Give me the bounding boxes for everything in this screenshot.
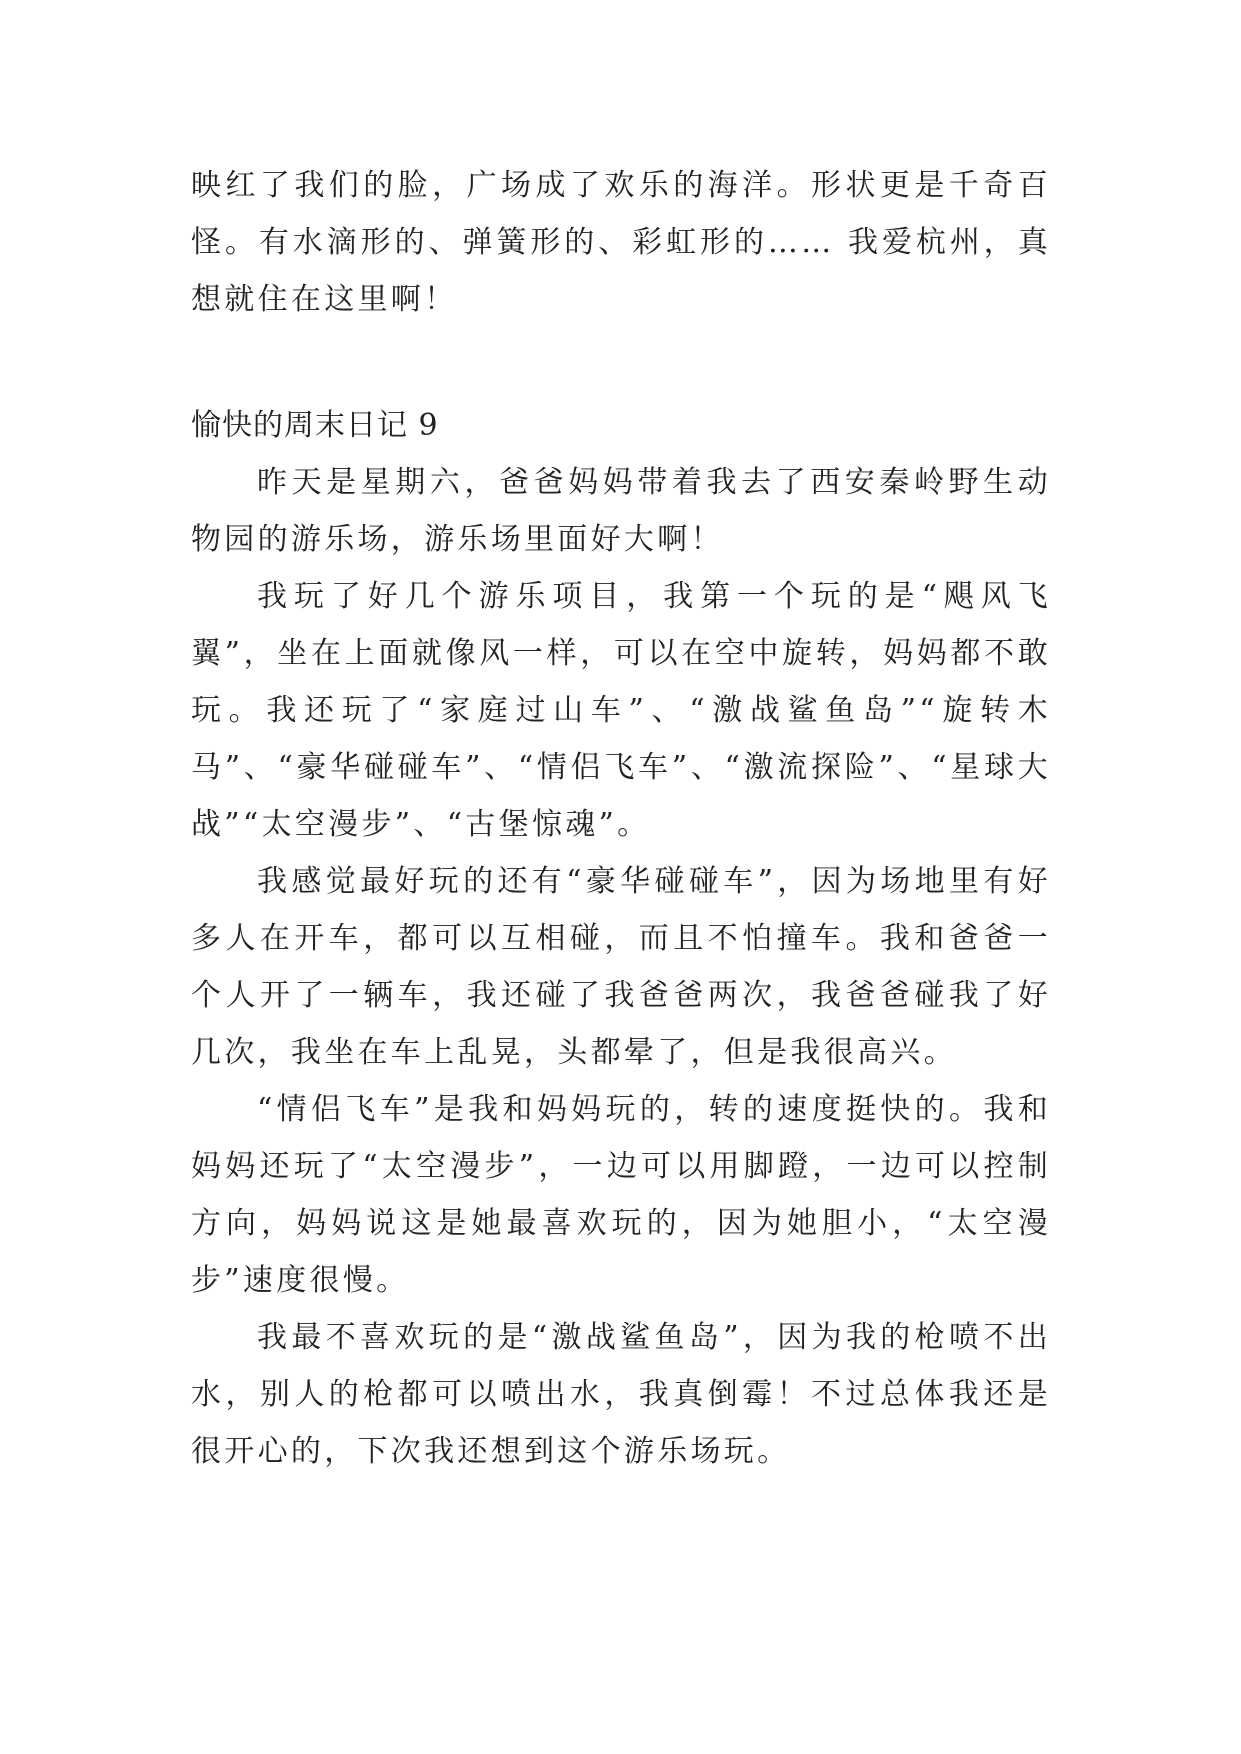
continuation-paragraph: 映红了我们的脸，广场成了欢乐的海洋。形状更是千奇百怪。有水滴形的、弹簧形的、彩虹形的…… 我爱杭州，真想就住在这里啊！ <box>191 168 1051 317</box>
article-paragraph: 昨天是星期六，爸爸妈妈带着我去了西安秦岭野生动物园的游乐场，游乐场里面好大啊！ <box>191 465 1051 557</box>
article-paragraph: 我玩了好几个游乐项目，我第一个玩的是“飓风飞翼”，坐在上面就像风一样，可以在空中旋转，妈妈都不敢玩。我还玩了“家庭过山车”、“激战鲨鱼岛”“旋转木马”、“豪华碰碰车”、“情侣飞车”、“激流探险”、“星球大战”“太空漫步”、“古堡惊魂”。 <box>191 579 1051 842</box>
article-body <box>191 454 1051 1480</box>
article-paragraph: 我感觉最好玩的还有“豪华碰碰车”，因为场地里有好多人在开车，都可以互相碰，而且不怕撞车。我和爸爸一个人开了一辆车，我还碰了我爸爸两次，我爸爸碰我了好几次，我坐在车上乱晃，头都晕了，但是我很高兴。 <box>191 864 1051 1070</box>
diary-title: 愉快的周末日记 9 <box>191 408 439 443</box>
article-paragraph: 我最不喜欢玩的是“激战鲨鱼岛”，因为我的枪喷不出水，别人的枪都可以喷出水，我真倒霉！不过总体我还是很开心的，下次我还想到这个游乐场玩。 <box>191 1320 1051 1469</box>
continuation-block <box>191 157 1051 328</box>
article-paragraph: “情侣飞车”是我和妈妈玩的，转的速度挺快的。我和妈妈还玩了“太空漫步”，一边可以用脚蹬，一边可以控制方向，妈妈说这是她最喜欢玩的，因为她胆小，“太空漫步”速度很慢。 <box>191 1092 1051 1298</box>
